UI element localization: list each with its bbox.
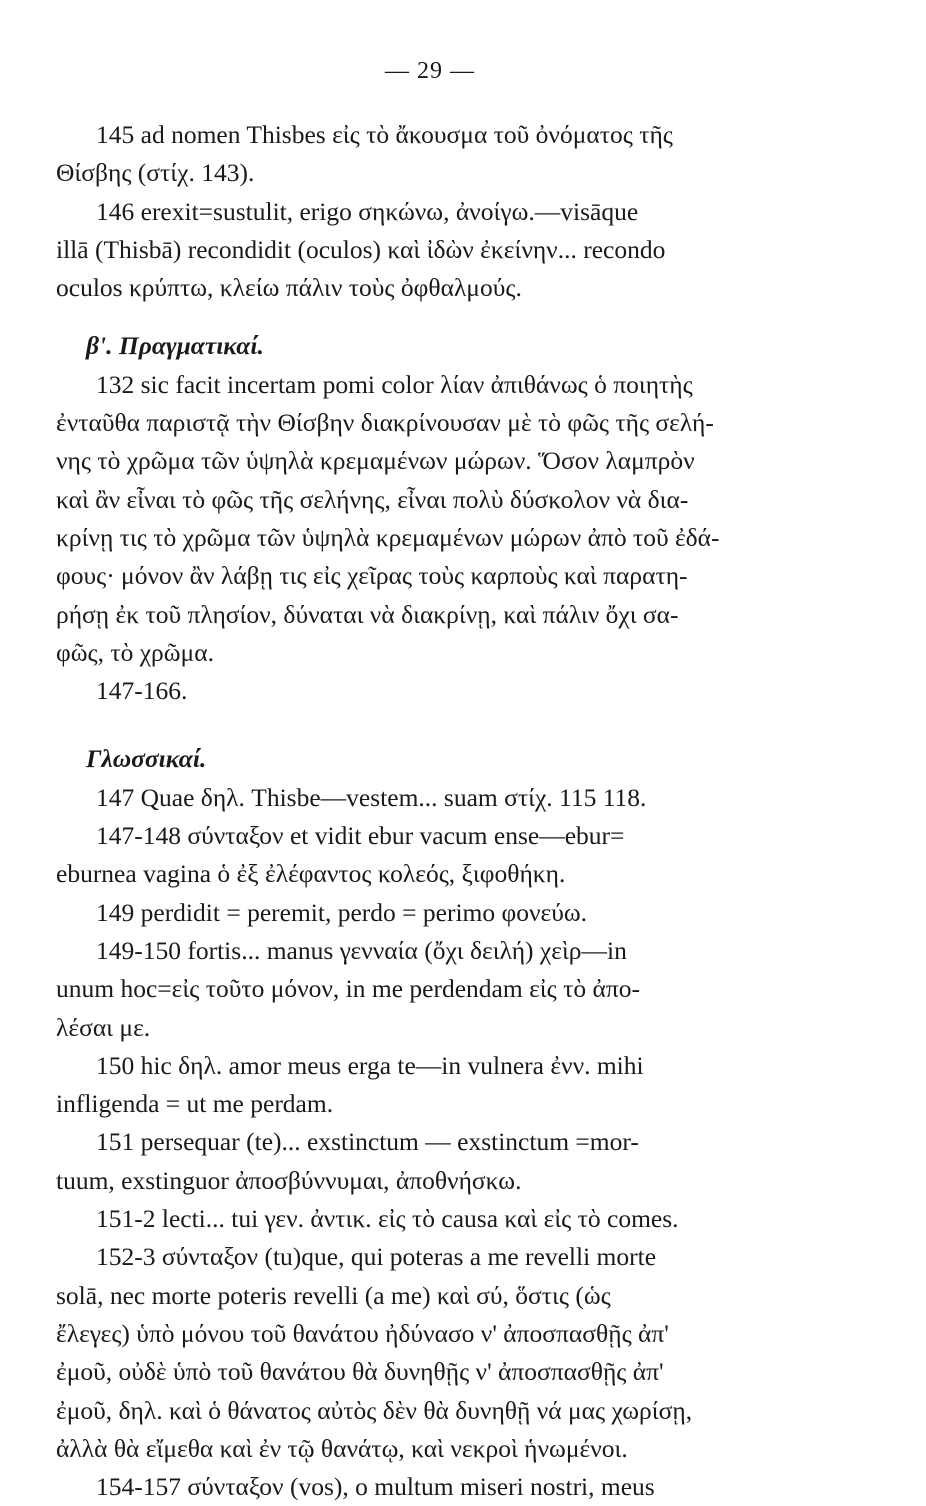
text-line: 147 Quae δηλ. Thisbe—vestem... suam στίχ. 115 118. [96,782,647,812]
text-line: infligenda = ut me perdam. [56,1089,334,1119]
text-line: 154-157 σύνταξον (vos), o multum miseri nostri, meus [96,1472,655,1502]
text-line: 132 sic facit incertam pomi color λίαν ἀπιθάνως ὁ ποιητὴς [96,369,693,399]
text-line: φῶς, τὸ χρῶμα. [56,637,214,667]
text-line: illā (Thisbā) recondidit (oculos) καὶ ἰδὼν ἐκείνην... recondo [56,234,666,264]
text-line: ἐνταῦθα παριστᾷ τὴν Θίσβην διακρίνουσαν μὲ τὸ φῶς τῆς σελή- [56,408,714,438]
text-line: ἐμοῦ, δηλ. καὶ ὁ θάνατος αὐτὸς δὲν θὰ δυνηθῇ νά μας χωρίσῃ, [56,1395,693,1425]
section-heading: Γλωσσικαί. [86,744,207,774]
text-line: καὶ ἂν εἶναι τὸ φῶς τῆς σελήνης, εἶναι πολὺ δύσκολον νὰ δια- [56,484,689,514]
text-line: solā, nec morte poteris revelli (a me) καὶ σύ, ὅστις (ὡς [56,1280,611,1310]
text-line: 145 ad nomen Thisbes εἰς τὸ ἄκουσμα τοῦ ὀνόματος τῆς [96,120,673,149]
text-line: eburnea vagina ὁ ἐξ ἐλέφαντος κολεός, ξιφοθήκη. [56,859,566,889]
page-number: — 29 — [385,58,475,84]
text-line: 149-150 fortis... manus γενναία (ὄχι δειλή) χεὶρ—in [96,935,627,965]
text-line: 149 perdidit = peremit, perdo = perimo φονεύω. [96,897,587,927]
text-line: 147-148 σύνταξον et vidit ebur vacum ense—ebur= [96,821,625,851]
text-line: oculos κρύπτω, κλείω πάλιν τοὺς ὀφθαλμούς. [56,273,522,303]
text-line: 147-166. [96,676,188,706]
text-line: Θίσβης (στίχ. 143). [56,158,255,188]
text-line: ἀλλὰ θὰ εἴμεθα καὶ ἐν τῷ θανάτῳ, καὶ νεκροὶ ἡνωμένοι. [56,1433,628,1463]
text-line: unum hoc=εἰς τοῦτο μόνον, in me perdendam εἰς τὸ ἀπο- [56,974,640,1004]
text-line: κρίνῃ τις τὸ χρῶμα τῶν ὑψηλὰ κρεμαμένων μώρων ἀπὸ τοῦ ἐδά- [56,522,720,552]
body-text [56,116,826,1506]
text-line: ἐμοῦ, οὐδὲ ὑπὸ τοῦ θανάτου θὰ δυνηθῇς ν' ἀποσπασθῇς ἀπ' [56,1357,664,1387]
text-line: 150 hic δηλ. amor meus erga te—in vulnera ἐνν. mihi [96,1050,644,1080]
text-line: 151-2 lecti... tui γεν. ἀντικ. εἰς τὸ causa καὶ εἰς τὸ comes. [96,1204,679,1234]
text-line: ρήσῃ ἐκ τοῦ πλησίον, δύναται νὰ διακρίνῃ, καὶ πάλιν ὄχι σα- [56,599,679,629]
section-heading: β'. Πραγματικαί. [86,331,264,361]
text-line: 151 persequar (te)... exstinctum — exstinctum =mor- [96,1127,639,1157]
text-line: φους· μόνον ἂν λάβῃ τις εἰς χεῖρας τοὺς καρποὺς καὶ παρατη- [56,561,688,591]
text-line: ἔλεγες) ὑπὸ μόνου τοῦ θανάτου ἠδύνασο ν' ἀποσπασθῇς ἀπ' [56,1318,669,1348]
text-line: tuum, exstinguor ἀποσβύννυμαι, ἀποθνήσκω. [56,1165,522,1195]
text-line: 146 erexit=sustulit, erigo σηκώνω, ἀνοίγω.—visāque [96,196,639,226]
text-line: 152-3 σύνταξον (tu)que, qui poteras a me revelli morte [96,1242,657,1272]
text-line: λέσαι με. [56,1012,151,1042]
text-line: νης τὸ χρῶμα τῶν ὑψηλὰ κρεμαμένων μώρων. Ὅσον λαμπρὸν [56,446,695,476]
